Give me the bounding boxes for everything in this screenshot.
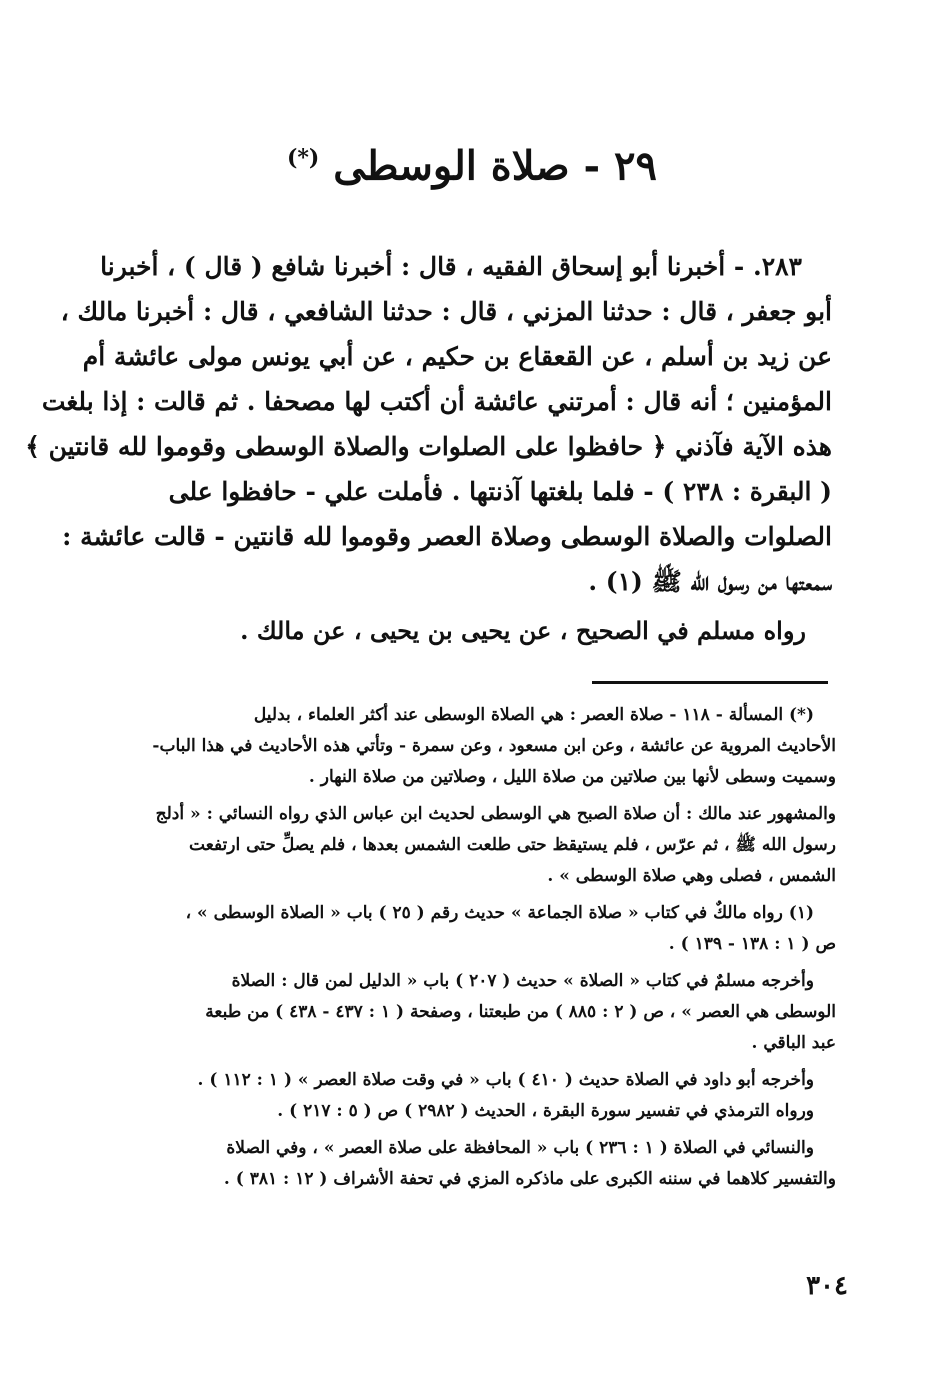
footnote-paragraph	[108, 898, 836, 960]
footnote-line: وأخرجه أبو داود في الصلاة حديث ( ٤١٠ ) باب « في وقت صلاة العصر » ( ١ : ١١٢ ) .	[197, 1070, 814, 1090]
page-number: ٣٠٤	[806, 1271, 848, 1301]
hadith-line: ( البقرة : ٢٣٨ ) - فلما بلغتها آذنتها . فأملت علي - حافظوا على	[168, 477, 832, 506]
hadith-line: ٢٨٣. - أخبرنا أبو إسحاق الفقيه ، قال : أخبرنا شافع ( قال ) ، أخبرنا	[100, 252, 802, 281]
footnote-line: وأخرجه مسلمٌ في كتاب « الصلاة » حديث ( ٢٠٧ ) باب « الدليل لمن قال : الصلاة	[231, 971, 814, 991]
hadith-line: هذه الآية فآذني ﴿ حافظوا على الصلوات والصلاة الوسطى وقوموا لله قانتين ﴾	[25, 432, 832, 461]
chapter-title	[0, 128, 944, 196]
footnote-paragraph	[108, 1065, 836, 1127]
footnote-line: رسول الله ﷺ ، ثم عرّس ، فلم يستيقظ حتى طلعت الشمس بعدها ، فلم يصلِّ حتى ارتفعت	[189, 835, 836, 855]
footnote-line: ورواه الترمذي في تفسير سورة البقرة ، الحديث ( ٢٩٨٢ ) ص ( ٥ : ٢١٧ ) .	[277, 1101, 814, 1121]
footnote-line: الأحاديث المروية عن عائشة ، وعن ابن مسعود ، وعن سمرة - وتأتي هذه الأحاديث في هذا الباب-	[152, 736, 836, 756]
hadith-line: الصلوات والصلاة الوسطى وصلاة العصر وقوموا لله قانتين - قالت عائشة :	[62, 522, 832, 551]
footnote-line: الشمس ، فصلى وهي صلاة الوسطى » .	[547, 866, 836, 886]
hadith-line: المؤمنين ؛ أنه قال : أمرتني عائشة أن أكتب لها مصحفا . ثم قالت : إذا بلغت	[41, 387, 832, 416]
chapter-title-text: ٢٩ - صلاة الوسطى	[333, 142, 658, 190]
footnote-line: وسميت وسطى لأنها بين صلاتين من صلاة الليل ، وصلاتين من صلاة النهار .	[308, 767, 836, 787]
footnote-line: والمشهور عند مالك : أن صلاة الصبح هي الوسطى لحديث ابن عباس الذي رواه النسائي : « أدلج	[155, 804, 836, 824]
footnote-divider	[592, 681, 828, 684]
footnote-paragraph	[108, 1133, 836, 1195]
hadith-text	[25, 244, 832, 604]
footnotes	[108, 700, 836, 1201]
footnote-line: (*) المسألة - ١١٨ - صلاة العصر : هي الصلاة الوسطى عند أكثر العلماء ، بدليل	[253, 705, 814, 725]
footnote-paragraph	[108, 700, 836, 793]
footnote-line: (١) رواه مالكٌ في كتاب « صلاة الجماعة » حديث رقم ( ٢٥ ) باب « الصلاة الوسطى » ،	[185, 903, 814, 923]
footnote-line: والنسائي في الصلاة ( ١ : ٢٣٦ ) باب « المحافظة على صلاة العصر » ، وفي الصلاة	[226, 1138, 814, 1158]
narration-note: رواه مسلم في الصحيح ، عن يحيى بن يحيى ، عن مالك .	[240, 616, 806, 645]
chapter-footnote-marker: (*)	[286, 145, 320, 171]
hadith-line: أبو جعفر ، قال : حدثنا المزني ، قال : حدثنا الشافعي ، قال : أخبرنا مالك ،	[60, 297, 832, 326]
footnote-line: ص ( ١ : ١٣٨ - ١٣٩ ) .	[668, 934, 836, 954]
hadith-line: سمعتها من رسول الله ﷺ (١) .	[588, 567, 832, 596]
footnote-line: الوسطى هي العصر » ، ص ( ٢ : ٨٨٥ ) من طبعتنا ، وصفحة ( ١ : ٤٣٧ - ٤٣٨ ) من طبعة	[205, 1002, 836, 1022]
footnote-line: والتفسير كلاهما في سننه الكبرى على ماذكره المزي في تحفة الأشراف ( ١٢ : ٣٨١ ) .	[223, 1169, 836, 1189]
footnote-paragraph	[108, 799, 836, 892]
footnote-line: عبد الباقي .	[751, 1033, 836, 1053]
hadith-line: عن زيد بن أسلم ، عن القعقاع بن حكيم ، عن أبي يونس مولى عائشة أم	[82, 342, 832, 371]
footnote-paragraph	[108, 966, 836, 1059]
